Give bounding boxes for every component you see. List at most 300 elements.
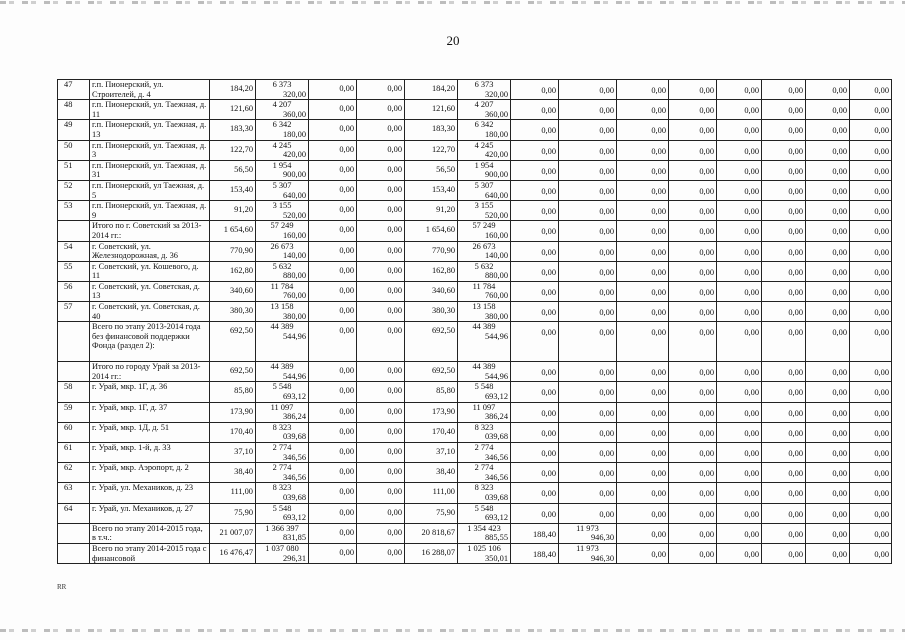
value-cell: 0,00 [309, 80, 357, 100]
value-cell: 0,00 [806, 443, 850, 463]
value-cell: 0,00 [617, 160, 669, 180]
value-cell: 0,00 [511, 382, 559, 402]
value-cell: 91,20 [210, 201, 256, 221]
value-cell: 5 548 693,12 [256, 503, 309, 523]
address-cell: г. Советский, ул. Железнодорожная, д. 36 [90, 241, 210, 261]
value-cell: 0,00 [762, 503, 806, 523]
table-row [58, 443, 892, 463]
row-number: 47 [58, 80, 90, 100]
row-number: 63 [58, 483, 90, 503]
value-cell: 184,20 [210, 80, 256, 100]
value-cell: 0,00 [762, 483, 806, 503]
value-cell: 0,00 [617, 322, 669, 362]
value-cell: 5 307 640,00 [458, 180, 511, 200]
value-cell: 0,00 [309, 160, 357, 180]
row-number: 60 [58, 422, 90, 442]
value-cell: 0,00 [717, 120, 762, 140]
value-cell: 0,00 [617, 180, 669, 200]
value-cell: 188,40 [511, 523, 559, 543]
value-cell: 122,70 [405, 140, 458, 160]
address-cell: г. Урай, мкр. 1-й, д. 33 [90, 443, 210, 463]
value-cell: 0,00 [762, 100, 806, 120]
value-cell: 0,00 [357, 503, 405, 523]
value-cell: 16 476,47 [210, 543, 256, 563]
address-cell: г. Урай, мкр. 1Г, д. 36 [90, 382, 210, 402]
value-cell: 4 245 420,00 [458, 140, 511, 160]
table-row [58, 160, 892, 180]
value-cell: 85,80 [405, 382, 458, 402]
value-cell: 0,00 [357, 382, 405, 402]
value-cell: 0,00 [617, 201, 669, 221]
value-cell: 0,00 [309, 322, 357, 362]
value-cell: 0,00 [617, 523, 669, 543]
row-number [58, 362, 90, 382]
value-cell: 0,00 [850, 382, 892, 402]
table-row [58, 180, 892, 200]
row-number: 57 [58, 302, 90, 322]
value-cell: 0,00 [717, 160, 762, 180]
value-cell: 0,00 [357, 241, 405, 261]
value-cell: 0,00 [717, 362, 762, 382]
value-cell: 21 007,07 [210, 523, 256, 543]
value-cell: 0,00 [617, 382, 669, 402]
value-cell: 0,00 [511, 140, 559, 160]
value-cell: 0,00 [511, 362, 559, 382]
value-cell: 0,00 [717, 100, 762, 120]
value-cell: 0,00 [309, 100, 357, 120]
value-cell: 11 784 760,00 [458, 281, 511, 301]
table-row [58, 120, 892, 140]
value-cell: 0,00 [806, 80, 850, 100]
value-cell: 0,00 [669, 180, 717, 200]
value-cell: 0,00 [669, 140, 717, 160]
value-cell: 5 632 880,00 [458, 261, 511, 281]
value-cell: 0,00 [762, 180, 806, 200]
value-cell: 0,00 [617, 503, 669, 523]
value-cell: 0,00 [717, 261, 762, 281]
table-row [58, 140, 892, 160]
value-cell: 1 654,60 [210, 221, 256, 241]
value-cell: 0,00 [309, 382, 357, 402]
value-cell: 0,00 [559, 140, 617, 160]
value-cell: 0,00 [309, 180, 357, 200]
address-cell: г. Урай, мкр. 1Г, д. 37 [90, 402, 210, 422]
value-cell: 0,00 [850, 443, 892, 463]
row-number [58, 322, 90, 362]
row-number: 49 [58, 120, 90, 140]
value-cell: 153,40 [405, 180, 458, 200]
value-cell: 38,40 [405, 463, 458, 483]
value-cell: 5 548 693,12 [256, 382, 309, 402]
value-cell: 0,00 [309, 523, 357, 543]
value-cell: 0,00 [559, 302, 617, 322]
value-cell: 0,00 [559, 241, 617, 261]
value-cell: 0,00 [717, 201, 762, 221]
value-cell: 0,00 [617, 543, 669, 563]
value-cell: 0,00 [762, 362, 806, 382]
value-cell: 0,00 [669, 80, 717, 100]
value-cell: 0,00 [309, 483, 357, 503]
value-cell: 0,00 [762, 261, 806, 281]
value-cell: 0,00 [762, 543, 806, 563]
value-cell: 0,00 [762, 221, 806, 241]
value-cell: 56,50 [405, 160, 458, 180]
value-cell: 0,00 [669, 160, 717, 180]
value-cell: 0,00 [669, 523, 717, 543]
value-cell: 0,00 [357, 402, 405, 422]
value-cell: 0,00 [617, 281, 669, 301]
value-cell: 2 774 346,56 [256, 463, 309, 483]
value-cell: 4 245 420,00 [256, 140, 309, 160]
value-cell: 0,00 [617, 402, 669, 422]
table-body [58, 80, 892, 564]
value-cell: 0,00 [850, 543, 892, 563]
value-cell: 0,00 [806, 261, 850, 281]
value-cell: 44 389 544,96 [256, 362, 309, 382]
value-cell: 0,00 [669, 322, 717, 362]
value-cell: 340,60 [210, 281, 256, 301]
value-cell: 0,00 [559, 402, 617, 422]
value-cell: 0,00 [511, 241, 559, 261]
value-cell: 0,00 [357, 201, 405, 221]
row-number: 56 [58, 281, 90, 301]
footer-mark: RR [57, 583, 67, 591]
value-cell: 0,00 [309, 302, 357, 322]
value-cell: 0,00 [850, 281, 892, 301]
value-cell: 0,00 [806, 241, 850, 261]
value-cell: 0,00 [309, 140, 357, 160]
value-cell: 0,00 [717, 180, 762, 200]
value-cell: 91,20 [405, 201, 458, 221]
value-cell: 0,00 [617, 463, 669, 483]
value-cell: 0,00 [762, 322, 806, 362]
value-cell: 162,80 [210, 261, 256, 281]
value-cell: 0,00 [559, 443, 617, 463]
address-cell: Всего по этапу 2014-2015 года с финансовой [90, 543, 210, 563]
value-cell: 0,00 [617, 302, 669, 322]
value-cell: 0,00 [806, 402, 850, 422]
value-cell: 0,00 [717, 463, 762, 483]
value-cell: 0,00 [357, 281, 405, 301]
value-cell: 0,00 [511, 463, 559, 483]
value-cell: 8 323 039,68 [256, 483, 309, 503]
value-cell: 111,00 [405, 483, 458, 503]
value-cell: 0,00 [617, 140, 669, 160]
table-row [58, 503, 892, 523]
value-cell: 0,00 [511, 422, 559, 442]
table-row [58, 483, 892, 503]
value-cell: 85,80 [210, 382, 256, 402]
value-cell: 0,00 [806, 100, 850, 120]
value-cell: 0,00 [511, 503, 559, 523]
address-cell: г. Урай, ул. Механиков, д. 23 [90, 483, 210, 503]
address-cell: Итого по городу Урай за 2013-2014 гг.: [90, 362, 210, 382]
value-cell: 0,00 [762, 120, 806, 140]
value-cell: 0,00 [357, 483, 405, 503]
value-cell: 0,00 [806, 120, 850, 140]
value-cell: 0,00 [669, 402, 717, 422]
address-cell: Всего по этапу 2013-2014 года без финансовой поддержки Фонда (раздел 2): [90, 322, 210, 362]
row-number: 61 [58, 443, 90, 463]
value-cell: 0,00 [762, 80, 806, 100]
value-cell: 121,60 [210, 100, 256, 120]
value-cell: 0,00 [669, 543, 717, 563]
table-row [58, 241, 892, 261]
value-cell: 0,00 [559, 503, 617, 523]
value-cell: 26 673 140,00 [458, 241, 511, 261]
value-cell: 0,00 [717, 402, 762, 422]
value-cell: 2 774 346,56 [256, 443, 309, 463]
row-number [58, 221, 90, 241]
row-number: 53 [58, 201, 90, 221]
value-cell: 0,00 [559, 80, 617, 100]
value-cell: 0,00 [309, 402, 357, 422]
value-cell: 173,90 [405, 402, 458, 422]
value-cell: 0,00 [559, 160, 617, 180]
value-cell: 0,00 [762, 302, 806, 322]
value-cell: 0,00 [762, 281, 806, 301]
value-cell: 0,00 [762, 241, 806, 261]
value-cell: 0,00 [559, 463, 617, 483]
value-cell: 0,00 [717, 281, 762, 301]
value-cell: 0,00 [559, 180, 617, 200]
value-cell: 4 207 360,00 [458, 100, 511, 120]
value-cell: 75,90 [405, 503, 458, 523]
value-cell: 0,00 [806, 483, 850, 503]
value-cell: 0,00 [850, 322, 892, 362]
value-cell: 20 818,67 [405, 523, 458, 543]
value-cell: 0,00 [669, 362, 717, 382]
value-cell: 0,00 [559, 422, 617, 442]
value-cell: 1 954 900,00 [458, 160, 511, 180]
address-cell: г.п. Пионерский, ул. Таежная, д. 13 [90, 120, 210, 140]
value-cell: 0,00 [850, 120, 892, 140]
value-cell: 0,00 [806, 422, 850, 442]
value-cell: 0,00 [559, 201, 617, 221]
address-cell: г. Советский, ул. Советская, д. 13 [90, 281, 210, 301]
value-cell: 0,00 [357, 523, 405, 543]
value-cell: 44 389 544,96 [256, 322, 309, 362]
value-cell: 0,00 [762, 443, 806, 463]
value-cell: 0,00 [511, 80, 559, 100]
value-cell: 0,00 [669, 503, 717, 523]
value-cell: 0,00 [850, 180, 892, 200]
value-cell: 2 774 346,56 [458, 463, 511, 483]
value-cell: 0,00 [669, 100, 717, 120]
address-cell: г. Урай, мкр. Аэропорт, д. 2 [90, 463, 210, 483]
value-cell: 0,00 [850, 402, 892, 422]
value-cell: 0,00 [357, 302, 405, 322]
value-cell: 0,00 [309, 503, 357, 523]
value-cell: 0,00 [617, 80, 669, 100]
value-cell: 0,00 [617, 483, 669, 503]
value-cell: 26 673 140,00 [256, 241, 309, 261]
value-cell: 0,00 [511, 180, 559, 200]
value-cell: 0,00 [357, 463, 405, 483]
value-cell: 1 037 080 296,31 [256, 543, 309, 563]
value-cell: 0,00 [850, 241, 892, 261]
table-row [58, 201, 892, 221]
value-cell: 0,00 [559, 483, 617, 503]
value-cell: 2 774 346,56 [458, 443, 511, 463]
value-cell: 153,40 [210, 180, 256, 200]
value-cell: 11 973 946,30 [559, 523, 617, 543]
value-cell: 0,00 [850, 261, 892, 281]
value-cell: 0,00 [669, 120, 717, 140]
value-cell: 183,30 [405, 120, 458, 140]
value-cell: 0,00 [717, 302, 762, 322]
value-cell: 0,00 [850, 422, 892, 442]
value-cell: 0,00 [806, 322, 850, 362]
scan-edge-bottom [0, 629, 905, 632]
value-cell: 13 158 380,00 [256, 302, 309, 322]
table-row [58, 261, 892, 281]
value-cell: 0,00 [357, 261, 405, 281]
address-cell: Всего по этапу 2014-2015 года, в т.ч.: [90, 523, 210, 543]
row-number: 64 [58, 503, 90, 523]
value-cell: 170,40 [210, 422, 256, 442]
row-number: 51 [58, 160, 90, 180]
value-cell: 0,00 [309, 201, 357, 221]
row-number: 54 [58, 241, 90, 261]
value-cell: 380,30 [405, 302, 458, 322]
value-cell: 0,00 [762, 402, 806, 422]
address-cell: г.п. Пионерский, ул Таежная, д. 5 [90, 180, 210, 200]
value-cell: 0,00 [762, 523, 806, 543]
value-cell: 0,00 [762, 160, 806, 180]
value-cell: 0,00 [511, 483, 559, 503]
value-cell: 0,00 [762, 463, 806, 483]
value-cell: 0,00 [669, 302, 717, 322]
value-cell: 770,90 [210, 241, 256, 261]
row-number: 48 [58, 100, 90, 120]
value-cell: 6 342 180,00 [256, 120, 309, 140]
value-cell: 122,70 [210, 140, 256, 160]
value-cell: 0,00 [559, 382, 617, 402]
value-cell: 0,00 [806, 180, 850, 200]
value-cell: 0,00 [357, 160, 405, 180]
value-cell: 380,30 [210, 302, 256, 322]
address-cell: г.п. Пионерский, ул. Таежная, д. 11 [90, 100, 210, 120]
housing-program-table [57, 79, 892, 564]
value-cell: 0,00 [850, 80, 892, 100]
value-cell: 4 207 360,00 [256, 100, 309, 120]
address-cell: г.п. Пионерский, ул. Таежная, д. 3 [90, 140, 210, 160]
value-cell: 8 323 039,68 [458, 483, 511, 503]
value-cell: 0,00 [617, 120, 669, 140]
value-cell: 340,60 [405, 281, 458, 301]
address-cell: г. Советский, ул. Советская, д. 40 [90, 302, 210, 322]
value-cell: 0,00 [309, 120, 357, 140]
value-cell: 0,00 [717, 140, 762, 160]
value-cell: 0,00 [806, 382, 850, 402]
table-row [58, 543, 892, 563]
value-cell: 692,50 [210, 362, 256, 382]
value-cell: 0,00 [357, 180, 405, 200]
value-cell: 11 784 760,00 [256, 281, 309, 301]
value-cell: 0,00 [762, 140, 806, 160]
value-cell: 5 548 693,12 [458, 382, 511, 402]
value-cell: 0,00 [617, 221, 669, 241]
value-cell: 0,00 [806, 362, 850, 382]
value-cell: 0,00 [559, 362, 617, 382]
value-cell: 5 632 880,00 [256, 261, 309, 281]
table-row [58, 322, 892, 362]
value-cell: 0,00 [669, 463, 717, 483]
value-cell: 0,00 [806, 523, 850, 543]
value-cell: 0,00 [617, 362, 669, 382]
value-cell: 0,00 [806, 543, 850, 563]
value-cell: 75,90 [210, 503, 256, 523]
value-cell: 0,00 [850, 100, 892, 120]
value-cell: 162,80 [405, 261, 458, 281]
value-cell: 0,00 [669, 241, 717, 261]
address-cell: г.п. Пионерский, ул. Таежная, д. 31 [90, 160, 210, 180]
value-cell: 0,00 [762, 382, 806, 402]
row-number: 58 [58, 382, 90, 402]
value-cell: 0,00 [762, 201, 806, 221]
value-cell: 0,00 [357, 543, 405, 563]
value-cell: 770,90 [405, 241, 458, 261]
table-row [58, 80, 892, 100]
value-cell: 0,00 [559, 221, 617, 241]
value-cell: 1 654,60 [405, 221, 458, 241]
value-cell: 6 373 320,00 [256, 80, 309, 100]
value-cell: 0,00 [669, 261, 717, 281]
value-cell: 188,40 [511, 543, 559, 563]
value-cell: 0,00 [806, 201, 850, 221]
value-cell: 0,00 [309, 261, 357, 281]
value-cell: 6 342 180,00 [458, 120, 511, 140]
address-cell: г. Советский, ул. Кошевого, д. 11 [90, 261, 210, 281]
value-cell: 0,00 [717, 80, 762, 100]
value-cell: 0,00 [806, 463, 850, 483]
value-cell: 0,00 [669, 382, 717, 402]
value-cell: 0,00 [806, 281, 850, 301]
value-cell: 0,00 [850, 160, 892, 180]
table-row [58, 302, 892, 322]
value-cell: 0,00 [617, 422, 669, 442]
value-cell: 0,00 [511, 302, 559, 322]
value-cell: 0,00 [669, 201, 717, 221]
value-cell: 11 973 946,30 [559, 543, 617, 563]
value-cell: 16 288,07 [405, 543, 458, 563]
row-number [58, 543, 90, 563]
value-cell: 11 097 386,24 [458, 402, 511, 422]
value-cell: 0,00 [717, 503, 762, 523]
scan-edge-top [0, 1, 905, 4]
value-cell: 0,00 [717, 443, 762, 463]
value-cell: 0,00 [309, 463, 357, 483]
row-number: 52 [58, 180, 90, 200]
row-number [58, 523, 90, 543]
value-cell: 0,00 [850, 483, 892, 503]
value-cell: 0,00 [806, 221, 850, 241]
value-cell: 0,00 [762, 422, 806, 442]
value-cell: 0,00 [309, 422, 357, 442]
value-cell: 38,40 [210, 463, 256, 483]
value-cell: 0,00 [717, 221, 762, 241]
value-cell: 0,00 [309, 362, 357, 382]
value-cell: 0,00 [850, 362, 892, 382]
value-cell: 44 389 544,96 [458, 362, 511, 382]
address-cell: Итого по г. Советский за 2013-2014 гг.: [90, 221, 210, 241]
value-cell: 56,50 [210, 160, 256, 180]
value-cell: 0,00 [617, 261, 669, 281]
value-cell: 0,00 [309, 543, 357, 563]
value-cell: 0,00 [357, 100, 405, 120]
value-cell: 0,00 [617, 241, 669, 261]
